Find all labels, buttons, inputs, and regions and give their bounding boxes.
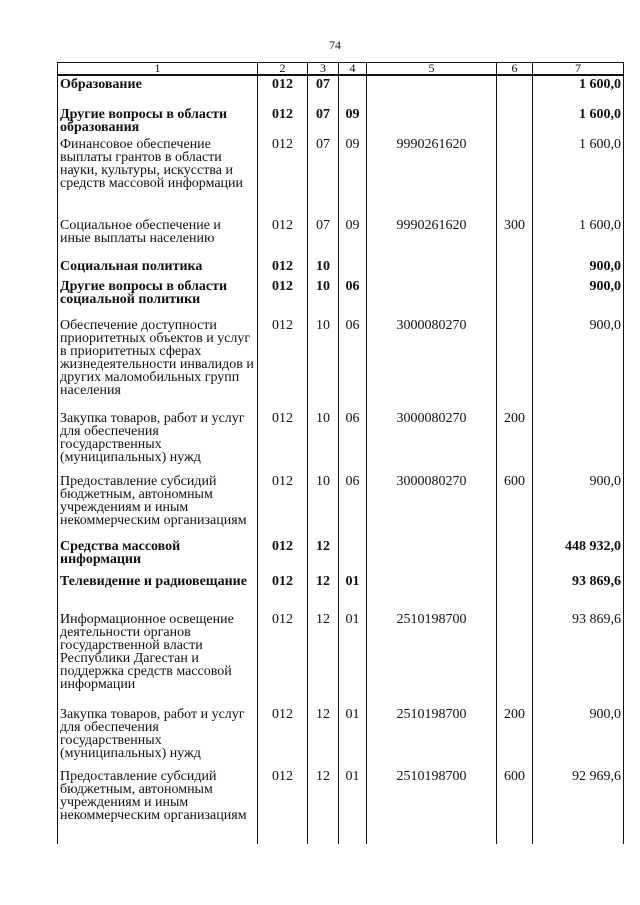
row-code-5-text: 3000080270 [396, 411, 467, 426]
row-code-6 [497, 276, 533, 315]
row-code-4-text: 06 [345, 279, 360, 294]
row-code-6-text: 200 [504, 707, 525, 722]
row-code-5 [367, 104, 497, 134]
row-code-5 [367, 471, 497, 536]
row-code-6 [497, 571, 533, 609]
row-code-5-text: 9990261620 [396, 137, 467, 152]
row-amount-text: 900,0 [589, 279, 621, 294]
row-code-2 [258, 471, 308, 536]
row-code-4-text: 09 [345, 218, 360, 233]
row-name [58, 315, 258, 408]
row-code-6 [497, 104, 533, 134]
row-name-text: Социальное обеспечение и иные выплаты населению [60, 218, 221, 246]
row-code-3-text: 12 [316, 612, 330, 627]
row-code-3-text: 07 [316, 218, 330, 233]
row-code-5 [367, 766, 497, 844]
row-name-text: Предоставление субсидий бюджетным, автономным учреждениям и иным некоммерческим организациям [60, 474, 247, 528]
row-code-4 [339, 471, 367, 536]
row-code-4-text: 09 [345, 137, 360, 152]
table-body [58, 75, 624, 844]
row-code-4 [339, 75, 367, 104]
row-name [58, 536, 258, 571]
row-amount [533, 315, 624, 408]
row-code-5 [367, 276, 497, 315]
row-code-2 [258, 276, 308, 315]
table-row [58, 704, 624, 766]
row-code-6-text [497, 104, 532, 108]
header-col-4: 4 [339, 63, 367, 76]
header-col-3: 3 [308, 63, 339, 76]
row-name [58, 104, 258, 134]
table-row [58, 215, 624, 256]
row-amount-text: 900,0 [589, 259, 621, 274]
row-code-5 [367, 571, 497, 609]
row-name-text: Социальная политика [60, 259, 203, 274]
row-name-text: Финансовое обеспечение выплаты грантов в области науки, культуры, искусства и средств массовой информации [60, 137, 244, 191]
row-code-5-text [367, 76, 496, 78]
row-code-4-text [339, 256, 366, 260]
row-code-2-text: 012 [272, 612, 293, 627]
row-code-5-text: 2510198700 [396, 707, 467, 722]
row-code-4-text [339, 76, 366, 78]
row-code-3-text: 07 [316, 107, 330, 122]
row-code-2 [258, 315, 308, 408]
row-code-3 [308, 315, 339, 408]
row-code-4 [339, 766, 367, 844]
row-code-2-text: 012 [272, 107, 293, 122]
row-code-6-text: 600 [504, 474, 525, 489]
row-amount [533, 571, 624, 609]
row-code-2-text: 012 [272, 259, 293, 274]
row-code-2-text: 012 [272, 77, 293, 92]
table-row [58, 104, 624, 134]
row-code-2-text: 012 [272, 218, 293, 233]
row-code-5 [367, 256, 497, 276]
row-amount [533, 75, 624, 104]
row-code-4 [339, 315, 367, 408]
row-code-6-text [497, 315, 532, 319]
row-code-5 [367, 315, 497, 408]
budget-table-container [57, 62, 623, 844]
row-name [58, 134, 258, 215]
row-code-5-text [367, 256, 496, 260]
table-row [58, 766, 624, 844]
row-name [58, 215, 258, 256]
row-code-2 [258, 215, 308, 256]
row-code-2 [258, 704, 308, 766]
row-code-6-text: 300 [504, 218, 525, 233]
row-code-6-text [497, 536, 532, 540]
row-code-5-text: 3000080270 [396, 474, 467, 489]
page-number: 74 [329, 38, 341, 52]
row-amount [533, 609, 624, 704]
row-code-5-text: 3000080270 [396, 318, 467, 333]
row-code-4-text: 01 [345, 769, 360, 784]
row-code-2-text: 012 [272, 769, 293, 784]
row-code-2 [258, 766, 308, 844]
row-amount-text: 93 869,6 [572, 612, 621, 627]
row-code-6-text [497, 256, 532, 260]
row-code-2 [258, 104, 308, 134]
row-code-2-text: 012 [272, 539, 293, 554]
row-name [58, 766, 258, 844]
row-code-5-text: 9990261620 [396, 218, 467, 233]
row-amount-text: 900,0 [589, 318, 621, 333]
row-code-2-text: 012 [272, 318, 293, 333]
row-name-text: Закупка товаров, работ и услуг для обеспечения государственных (муниципальных) нужд [60, 707, 245, 761]
table-row [58, 75, 624, 104]
row-code-4 [339, 276, 367, 315]
row-code-6 [497, 408, 533, 471]
row-code-5-text [367, 536, 496, 540]
row-code-3-text: 10 [316, 279, 330, 294]
row-amount [533, 536, 624, 571]
row-code-6-text [497, 76, 532, 78]
row-name-text: Предоставление субсидий бюджетным, автономным учреждениям и иным некоммерческим организациям [60, 769, 247, 823]
table-row [58, 315, 624, 408]
row-name [58, 609, 258, 704]
row-code-3-text: 12 [316, 707, 330, 722]
row-code-5-text [367, 276, 496, 280]
row-code-6 [497, 315, 533, 408]
row-name-text: Обеспечение доступности приоритетных объектов и услуг в приоритетных сферах жизнедеятельности инвалидов и других маломобильных групп населения [60, 318, 254, 398]
row-code-2 [258, 408, 308, 471]
row-name [58, 408, 258, 471]
row-amount-text: 1 600,0 [579, 107, 621, 122]
row-code-6 [497, 215, 533, 256]
row-amount [533, 408, 624, 471]
row-code-4-text: 01 [345, 574, 360, 589]
row-amount [533, 704, 624, 766]
row-code-4-text: 09 [345, 107, 360, 122]
row-code-5-text [367, 571, 496, 575]
row-code-3 [308, 75, 339, 104]
row-name-text: Другие вопросы в области образования [60, 107, 228, 135]
budget-table [57, 62, 624, 844]
header-col-5: 5 [367, 63, 497, 76]
row-amount-text: 1 600,0 [579, 77, 621, 92]
row-code-4 [339, 609, 367, 704]
row-amount-text: 92 969,6 [572, 769, 621, 784]
row-code-5 [367, 75, 497, 104]
row-code-4 [339, 104, 367, 134]
row-code-2-text: 012 [272, 707, 293, 722]
row-amount-text: 93 869,6 [572, 574, 621, 589]
row-code-6-text: 200 [504, 411, 525, 426]
row-code-3-text: 12 [316, 769, 330, 784]
row-code-3-text: 07 [316, 77, 330, 92]
row-code-2-text: 012 [272, 574, 293, 589]
table-row [58, 256, 624, 276]
row-code-5 [367, 408, 497, 471]
row-code-2 [258, 571, 308, 609]
row-code-2-text: 012 [272, 474, 293, 489]
table-row [58, 536, 624, 571]
row-amount-text: 448 932,0 [565, 539, 621, 554]
row-amount-text: 1 600,0 [579, 218, 621, 233]
row-code-6 [497, 536, 533, 571]
row-code-2 [258, 609, 308, 704]
row-code-4-text [339, 536, 366, 540]
row-code-4 [339, 256, 367, 276]
row-code-3-text: 07 [316, 137, 330, 152]
row-name-text: Телевидение и радиовещание [60, 574, 247, 589]
header-col-7: 7 [533, 63, 624, 76]
row-code-6-text [497, 134, 532, 138]
table-header-row [58, 63, 624, 76]
row-amount [533, 276, 624, 315]
row-code-4 [339, 571, 367, 609]
row-code-5-text: 2510198700 [396, 769, 467, 784]
row-code-2 [258, 256, 308, 276]
row-code-2-text: 012 [272, 137, 293, 152]
row-amount [533, 104, 624, 134]
header-col-6: 6 [497, 63, 533, 76]
row-name-text: Образование [60, 77, 142, 92]
row-code-4-text: 01 [345, 612, 360, 627]
row-code-3 [308, 766, 339, 844]
row-code-3 [308, 215, 339, 256]
row-code-2-text: 012 [272, 279, 293, 294]
row-code-5 [367, 215, 497, 256]
row-code-5 [367, 609, 497, 704]
header-col-1: 1 [58, 63, 258, 76]
row-code-6 [497, 704, 533, 766]
row-code-3 [308, 134, 339, 215]
row-code-3 [308, 704, 339, 766]
row-amount [533, 134, 624, 215]
row-code-6 [497, 766, 533, 844]
row-name-text: Другие вопросы в области социальной политики [60, 279, 228, 307]
row-name [58, 704, 258, 766]
row-code-3-text: 10 [316, 411, 330, 426]
row-code-4 [339, 704, 367, 766]
row-code-6-text [497, 276, 532, 280]
row-code-3-text: 10 [316, 474, 330, 489]
row-code-3 [308, 408, 339, 471]
row-code-4-text: 06 [345, 411, 360, 426]
row-code-3-text: 12 [316, 539, 330, 554]
row-code-4 [339, 215, 367, 256]
row-code-3 [308, 471, 339, 536]
row-code-3 [308, 536, 339, 571]
table-row [58, 609, 624, 704]
row-code-2-text: 012 [272, 411, 293, 426]
row-amount-text: 1 600,0 [579, 137, 621, 152]
row-name [58, 75, 258, 104]
row-amount [533, 215, 624, 256]
row-code-4 [339, 134, 367, 215]
row-code-4-text: 06 [345, 318, 360, 333]
row-name [58, 276, 258, 315]
row-code-6 [497, 256, 533, 276]
row-code-3 [308, 571, 339, 609]
row-name [58, 471, 258, 536]
header-col-2: 2 [258, 63, 308, 76]
row-name-text: Закупка товаров, работ и услуг для обеспечения государственных (муниципальных) нужд [60, 411, 245, 465]
row-code-3-text: 12 [316, 574, 330, 589]
row-code-3-text: 10 [316, 259, 330, 274]
row-code-3 [308, 256, 339, 276]
row-code-3 [308, 276, 339, 315]
row-code-3-text: 10 [316, 318, 330, 333]
row-code-3 [308, 609, 339, 704]
row-code-5 [367, 134, 497, 215]
row-code-5 [367, 536, 497, 571]
row-amount [533, 471, 624, 536]
row-code-5-text: 2510198700 [396, 612, 467, 627]
row-amount-text: 900,0 [589, 474, 621, 489]
row-name-text: Информационное освещение деятельности органов государственной власти Республики Дагестан и поддержка средств массовой информации [60, 612, 234, 692]
row-code-2 [258, 134, 308, 215]
row-code-6 [497, 75, 533, 104]
row-amount-text: 900,0 [589, 707, 621, 722]
row-code-6-text: 600 [504, 769, 525, 784]
row-code-2 [258, 536, 308, 571]
table-row [58, 571, 624, 609]
table-row [58, 408, 624, 471]
row-amount [533, 256, 624, 276]
row-code-4-text: 06 [345, 474, 360, 489]
row-code-6 [497, 471, 533, 536]
row-amount [533, 766, 624, 844]
row-code-5 [367, 704, 497, 766]
row-code-4 [339, 536, 367, 571]
row-code-6 [497, 609, 533, 704]
row-name-text: Средства массовой информации [60, 539, 181, 567]
row-code-3 [308, 104, 339, 134]
row-code-6-text [497, 609, 532, 613]
row-amount-text [533, 408, 621, 412]
row-code-6-text [497, 571, 532, 575]
row-code-6 [497, 134, 533, 215]
row-code-2 [258, 75, 308, 104]
row-code-4 [339, 408, 367, 471]
row-code-5-text [367, 104, 496, 108]
table-row [58, 276, 624, 315]
table-row [58, 471, 624, 536]
table-row [58, 134, 624, 215]
row-code-4-text: 01 [345, 707, 360, 722]
row-name [58, 256, 258, 276]
row-name [58, 571, 258, 609]
